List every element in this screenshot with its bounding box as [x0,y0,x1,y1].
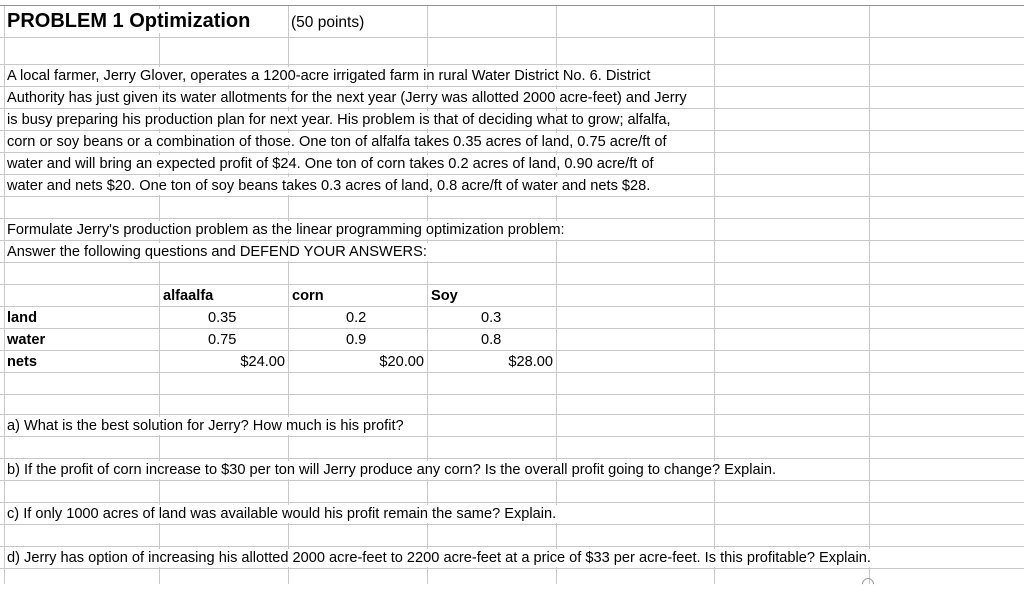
question-a: a) What is the best solution for Jerry? How much is his profit? [7,418,404,434]
question-b: b) If the profit of corn increase to $30 per ton will Jerry produce any corn? Is the overall profit going to change? Explain. [7,462,777,478]
description-line: corn or soy beans or a combination of those. One ton of alfalfa takes 0.35 acres of land, 0.75 acre/ft of [7,134,667,150]
row-divider [0,502,1024,503]
row-divider [0,64,1024,65]
description-line: water and will bring an expected profit of $24. One ton of corn takes 0.2 acres of land, 0.90 acre/ft of [7,156,654,172]
row-divider [0,350,1024,351]
cursor-arc-mark [860,576,877,593]
row-divider [0,218,1024,219]
row-divider [0,37,1024,38]
table-cell: 0.9 [346,332,367,348]
column-divider [714,5,715,584]
row-divider [0,108,1024,109]
row-divider [0,240,1024,241]
column-divider [869,5,870,584]
question-c: c) If only 1000 acres of land was available would his profit remain the same? Explain. [7,506,557,522]
table-cell: 0.75 [208,332,237,348]
table-cell: 0.35 [208,310,237,326]
row-divider [0,524,1024,525]
row-divider [0,306,1024,307]
row-divider [0,436,1024,437]
column-divider [4,5,5,584]
description-line: water and nets $20. One ton of soy beans takes 0.3 acres of land, 0.8 acre/ft of water and nets $28. [7,178,651,194]
table-cell: 0.3 [481,310,502,326]
table-cell: $24.00 [240,354,285,370]
table-cell: 0.8 [481,332,502,348]
row-divider [0,328,1024,329]
table-cell: $28.00 [508,354,553,370]
row-divider [0,458,1024,459]
answer-instruction: Answer the following questions and DEFEND YOUR ANSWERS: [7,244,427,260]
row-divider [0,414,1024,415]
table-row-label: nets [7,354,38,370]
problem-points: (50 points) [291,13,368,33]
table-cell: 0.2 [346,310,367,326]
row-divider [0,86,1024,87]
table-header-corn: corn [292,288,324,304]
row-divider [0,480,1024,481]
description-line: is busy preparing his production plan for next year. His problem is that of deciding what to grow; alfalfa, [7,112,671,128]
row-divider [0,284,1024,285]
row-divider [0,546,1024,547]
row-divider [0,152,1024,153]
table-row-label: land [7,310,37,326]
table-cell: $20.00 [379,354,424,370]
formulate-instruction: Formulate Jerry's production problem as the linear programming optimization problem: [7,222,565,238]
description-line: A local farmer, Jerry Glover, operates a 1200-acre irrigated farm in rural Water District No. 6. District [7,68,651,84]
table-header-alfalfa: alfaalfa [163,288,214,304]
problem-title: PROBLEM 1 Optimization [7,9,254,33]
table-row-label: water [7,332,46,348]
row-divider [0,372,1024,373]
question-d: d) Jerry has option of increasing his allotted 2000 acre-feet to 2200 acre-feet at a price of $33 per acre-feet. Is this profitable? Explain. [7,550,871,566]
row-divider [0,5,1024,6]
row-divider [0,568,1024,569]
description-line: Authority has just given its water allotments for the next year (Jerry was allotted 2000 acre-feet) and Jerry [7,90,687,106]
table-header-soy: Soy [431,288,458,304]
row-divider [0,262,1024,263]
row-divider [0,196,1024,197]
row-divider [0,394,1024,395]
row-divider [0,130,1024,131]
row-divider [0,174,1024,175]
